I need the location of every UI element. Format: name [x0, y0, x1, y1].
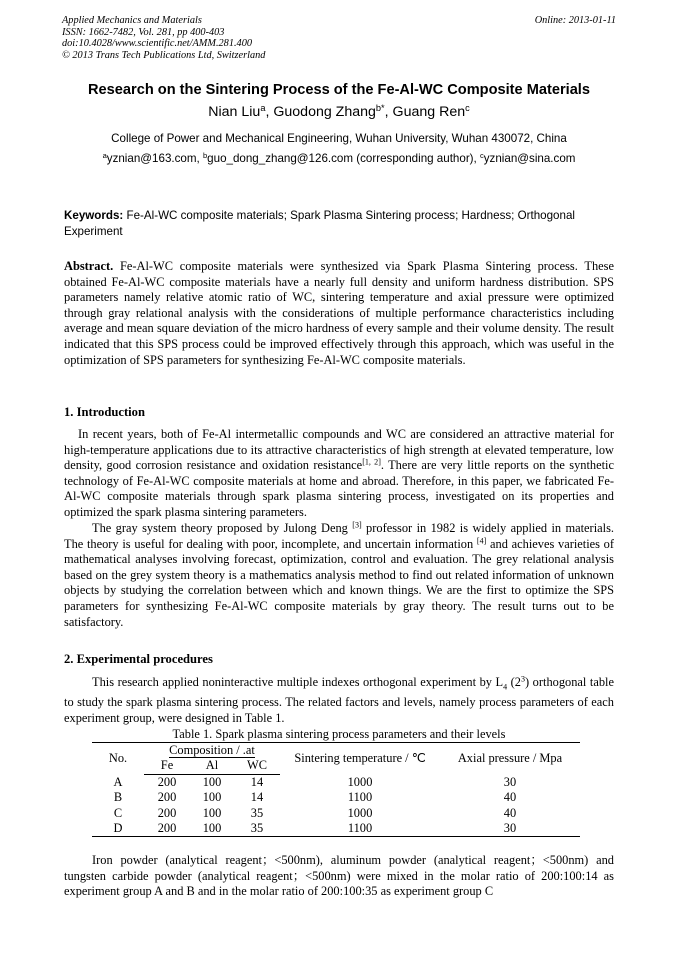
email-superscript: a — [102, 150, 107, 160]
email-address: yznian@sina.com — [483, 152, 576, 165]
header-wc: WC — [234, 758, 280, 774]
table-caption: Table 1. Spark plasma sintering process parameters and their levels — [172, 727, 506, 741]
abstract — [64, 259, 614, 368]
experimental-paragraph-1 — [64, 675, 614, 726]
email-superscript: b — [202, 150, 208, 160]
citation: [4] — [476, 536, 487, 546]
journal-name: Applied Mechanics and Materials — [62, 15, 202, 26]
cell-temperature: 1100 — [347, 790, 373, 805]
issn-line: ISSN: 1662-7482, Vol. 281, pp 400-403 — [62, 26, 225, 38]
cell-temperature: 1000 — [347, 774, 373, 789]
cell-fe: 200 — [157, 774, 177, 789]
abstract-text: Fe-Al-WC composite materials were synthesized via Spark Plasma Sintering process. These obtained Fe-Al-WC composite materials have a nearly full density and uniform hardness distribution. SPS parameters namely relative atomic ratio of WC, sintering temperature and axial pressure were optimized through gray relational analysis with the considerations of multiple performance characteristics including average and mean square deviation of the micro hardness of every sample and their volume density. The result indicated that this SPS process could be improved effectively through this approach, which was useful in the optimization of SPS parameters for synthesizing Fe-Al-WC composite materials. — [64, 259, 614, 367]
table-row — [92, 806, 580, 821]
subscript: 4 — [503, 682, 508, 692]
intro-paragraph-2 — [64, 521, 614, 630]
abstract-label: Abstract. — [64, 259, 114, 273]
experimental-paragraph-2: Iron powder (analytical reagent；<500nm), aluminum powder (analytical reagent；<500nm) and tungsten carbide powder (analytical reagent；<500nm) were mixed in the molar ratio of 200:100:14 as experiment group A and B and in the molar ratio of 200:100:35 as experiment group C — [64, 853, 614, 899]
paragraph-text: The gray system theory proposed by Julong Deng — [92, 521, 353, 535]
cell-no: D — [92, 821, 144, 837]
citation: [3] — [352, 520, 362, 530]
author-emails — [0, 152, 678, 165]
paragraph-text: (2 — [507, 675, 521, 689]
cell-fe: 200 — [144, 821, 190, 837]
header-sintering-temperature: Sintering temperature / ℃ — [280, 743, 440, 775]
paragraph-text: This research applied noninteractive multiple indexes orthogonal experiment by L — [92, 675, 504, 689]
cell-pressure: 40 — [503, 805, 517, 820]
author-name: Guodong Zhang — [273, 104, 376, 120]
cell-al: 100 — [202, 790, 222, 805]
header-fe: Fe — [144, 758, 190, 774]
email-address: guo_dong_zhang@126.com (corresponding author), — [207, 152, 480, 165]
header-composition-label: Composition / .at — [169, 743, 255, 757]
author-superscript: c — [465, 102, 470, 113]
table-row — [92, 774, 580, 790]
copyright-line: © 2013 Trans Tech Publications Ltd, Switzerland — [62, 49, 266, 61]
author-separator: , — [265, 104, 274, 120]
table-header-row — [92, 743, 580, 759]
email-address: yznian@163.com, — [106, 152, 203, 165]
paper-title: Research on the Sintering Process of the Fe-Al-WC Composite Materials — [88, 82, 590, 98]
cell-wc: 14 — [250, 790, 264, 805]
doi-line: doi:10.4028/www.scientific.net/AMM.281.400 — [62, 38, 252, 50]
affiliation: College of Power and Mechanical Engineering, Wuhan University, Wuhan 430072, China — [111, 132, 567, 145]
author-superscript: a — [260, 102, 266, 113]
journal-metadata — [62, 15, 265, 61]
cell-temperature: 1000 — [347, 805, 373, 820]
cell-fe: 200 — [157, 805, 177, 820]
keywords — [64, 208, 614, 239]
online-date: Online: 2013-01-11 — [534, 15, 616, 26]
cell-wc: 14 — [250, 774, 264, 789]
cell-no: C — [113, 805, 123, 820]
author-name: Guang Ren — [392, 104, 466, 120]
keywords-label: Keywords: — [64, 209, 124, 222]
author-name: Nian Liu — [208, 104, 261, 120]
paragraph-text: professor in 1982 is widely applied in materials. The theory is useful for dealing with poor, incomplete, and uncertain information — [64, 521, 614, 551]
keywords-text: Fe-Al-WC composite materials; Spark Plasma Sintering process; Hardness; Orthogonal Experiment — [64, 209, 575, 238]
table-row — [92, 790, 580, 805]
cell-al: 100 — [190, 821, 234, 837]
header-al: Al — [190, 758, 234, 774]
cell-fe: 200 — [157, 790, 177, 805]
cell-pressure: 30 — [440, 821, 580, 837]
cell-wc: 35 — [234, 821, 280, 837]
table-row — [92, 821, 580, 837]
email-superscript: c — [479, 150, 484, 160]
header-composition — [144, 743, 280, 759]
header-no: No. — [92, 743, 144, 775]
cell-pressure: 30 — [503, 774, 517, 789]
section-heading-introduction: 1. Introduction — [64, 405, 145, 419]
paragraph-text: In recent years, both of Fe-Al intermetallic compounds and WC are considered an attractive material for high-temperature applications due to its attractive characteristics of high strength at elevated temperature, low density, good corrosion resistance and oxidation resistance — [64, 427, 614, 473]
superscript: 3 — [520, 674, 526, 684]
cell-al: 100 — [202, 774, 222, 789]
paragraph-text: ) orthogonal table to study the spark plasma sintering process. The related factors and levels, namely process parameters of each experiment group, were designed in Table 1. — [64, 675, 614, 725]
author-list — [0, 104, 678, 120]
cell-no: A — [113, 774, 123, 789]
paragraph-text: . There are very little reports on the synthetic technology of Fe-Al-WC composite materials at home and abroad. Therefore, in this paper, we fabricated Fe-Al-WC composite materials through spark plasma sintering process, investigated on its properties and optimized the spark plasma sintering parameters. — [64, 458, 614, 519]
cell-temperature: 1100 — [280, 821, 440, 837]
section-heading-experimental: 2. Experimental procedures — [64, 652, 213, 666]
intro-paragraph-1 — [64, 427, 614, 521]
author-separator: , — [384, 104, 393, 120]
process-parameters-table — [92, 742, 580, 837]
cell-al: 100 — [202, 805, 222, 820]
cell-wc: 35 — [250, 805, 264, 820]
cell-no: B — [113, 790, 123, 805]
header-axial-pressure: Axial pressure / Mpa — [440, 743, 580, 775]
author-superscript: b* — [375, 102, 385, 113]
paragraph-text: and achieves varieties of mathematical analyses involving forecast, optimization, control and evaluation. The grey relational analysis based on the grey system theory is a mathematics analysis method to find out related information of unknown objects by studying the correlation between which and known things. We are the first to optimize the SPS parameters for synthesizing Fe-Al-WC composite materials by gray theory. The result turns out to be satisfactory. — [64, 536, 614, 629]
citation: [1, 2] — [362, 457, 381, 467]
cell-pressure: 40 — [503, 790, 517, 805]
